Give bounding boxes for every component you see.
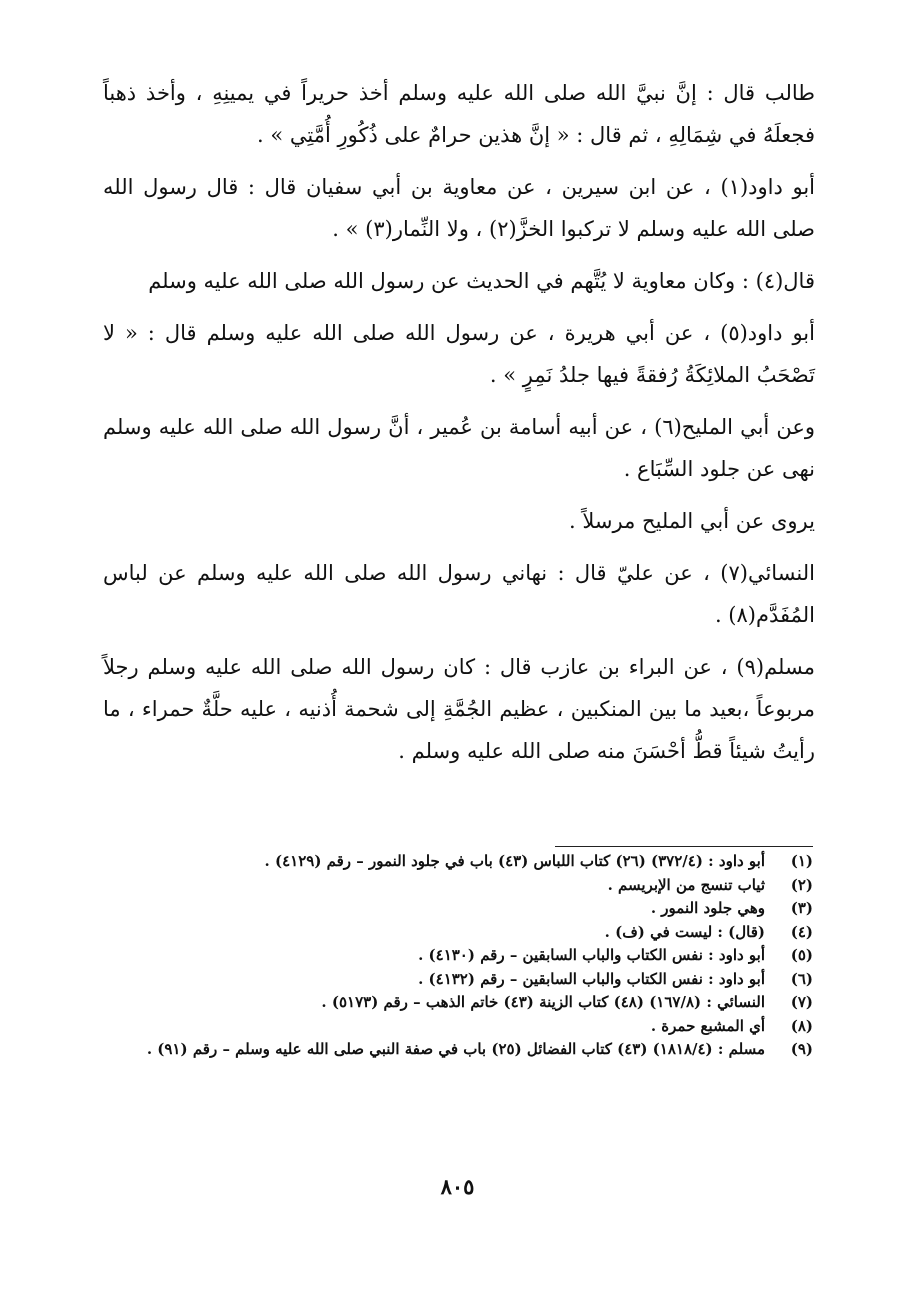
footnote-number: (٤) bbox=[790, 922, 813, 941]
footnote bbox=[101, 1015, 813, 1039]
paragraph: يروى عن أبي المليح مرسلاً . bbox=[569, 509, 815, 533]
footnote bbox=[101, 874, 813, 898]
footnote bbox=[101, 850, 813, 874]
footnote-text: أبو داود : نفس الكتاب والباب السابقين – رقم (٤١٣٢) . bbox=[418, 969, 765, 988]
footnote-number: (٣) bbox=[790, 899, 813, 917]
footnote-text: مسلم : (١٨١٨/٤) (٤٣) كتاب الفضائل (٢٥) باب في صفة النبي صلى الله عليه وسلم – رقم (٩١) . bbox=[146, 1040, 765, 1058]
page-number: ٨٠٥ bbox=[440, 1174, 475, 1199]
footnote bbox=[101, 921, 813, 945]
footnote-text: النسائي : (١٦٧/٨) (٤٨) كتاب الزينة (٤٣) خاتم الذهب – رقم (٥١٧٣) . bbox=[321, 993, 765, 1011]
footnote-number: (٢) bbox=[790, 875, 813, 894]
footnotes bbox=[101, 850, 813, 1062]
paragraph: أبو داود(١) ، عن ابن سيرين ، عن معاوية بن أبي سفيان قال : قال رسول الله صلى الله عليه وسلم لا تركبوا الخزَّ(٢) ، ولا النِّمار(٣) » . bbox=[103, 175, 815, 241]
main-text bbox=[103, 72, 815, 782]
paragraph: قال(٤) : وكان معاوية لا يُتَّهم في الحديث عن رسول الله صلى الله عليه وسلم bbox=[148, 269, 815, 293]
footnote-number: (٧) bbox=[790, 993, 813, 1011]
footnote bbox=[101, 968, 813, 992]
footnote-text: وهي جلود النمور . bbox=[650, 899, 765, 917]
footnote-number: (١) bbox=[790, 852, 813, 870]
footnote-number: (٦) bbox=[790, 969, 813, 988]
footnote-text: أبو داود : نفس الكتاب والباب السابقين – رقم (٤١٣٠) . bbox=[418, 946, 765, 964]
footnote-divider bbox=[555, 846, 813, 847]
footnote-text: أي المشبع حمرة . bbox=[650, 1016, 765, 1035]
footnote-text: (قال) : ليست في (ف) . bbox=[604, 922, 765, 941]
paragraph: طالب قال : إنَّ نبيَّ الله صلى الله عليه وسلم أخذ حريراً في يمينِهِ ، وأخذ ذهباً فجعلَهُ في شِمَالِهِ ، ثم قال : « إنَّ هذين حرامٌ على ذُكُورِ أُمَّتِي » . bbox=[103, 81, 815, 147]
footnote-text: أبو داود : (٣٧٢/٤) (٢٦) كتاب اللباس (٤٣) باب في جلود النمور – رقم (٤١٢٩) . bbox=[264, 852, 765, 870]
footnote-text: ثياب تنسج من الإبريسم . bbox=[607, 875, 765, 894]
footnote-number: (٩) bbox=[790, 1040, 813, 1058]
footnote bbox=[101, 944, 813, 968]
footnote-number: (٥) bbox=[790, 946, 813, 964]
footnote bbox=[101, 1038, 813, 1062]
paragraph: مسلم(٩) ، عن البراء بن عازب قال : كان رسول الله صلى الله عليه وسلم رجلاً مربوعاً ،بعيد ما بين المنكبين ، عظيم الجُمَّةِ إلى شحمة أُذنيه ، عليه حلَّةٌ حمراء ، ما رأيتُ شيئاً قطُّ أحْسَنَ منه صلى الله عليه وسلم . bbox=[103, 655, 815, 763]
footnote-number: (٨) bbox=[790, 1016, 813, 1035]
paragraph: أبو داود(٥) ، عن أبي هريرة ، عن رسول الله صلى الله عليه وسلم قال : « لا تَصْحَبُ الملائِكَةُ رُفقةً فيها جلدُ نَمِرٍ » . bbox=[103, 321, 815, 387]
paragraph: وعن أبي المليح(٦) ، عن أبيه أسامة بن عُمير ، أنَّ رسول الله صلى الله عليه وسلم نهى عن جلود السِّبَاع . bbox=[103, 415, 815, 481]
paragraph: النسائي(٧) ، عن عليّ قال : نهاني رسول الله صلى الله عليه وسلم عن لباس المُفَدَّم(٨) . bbox=[103, 561, 815, 627]
footnote bbox=[101, 991, 813, 1015]
footnote bbox=[101, 897, 813, 921]
